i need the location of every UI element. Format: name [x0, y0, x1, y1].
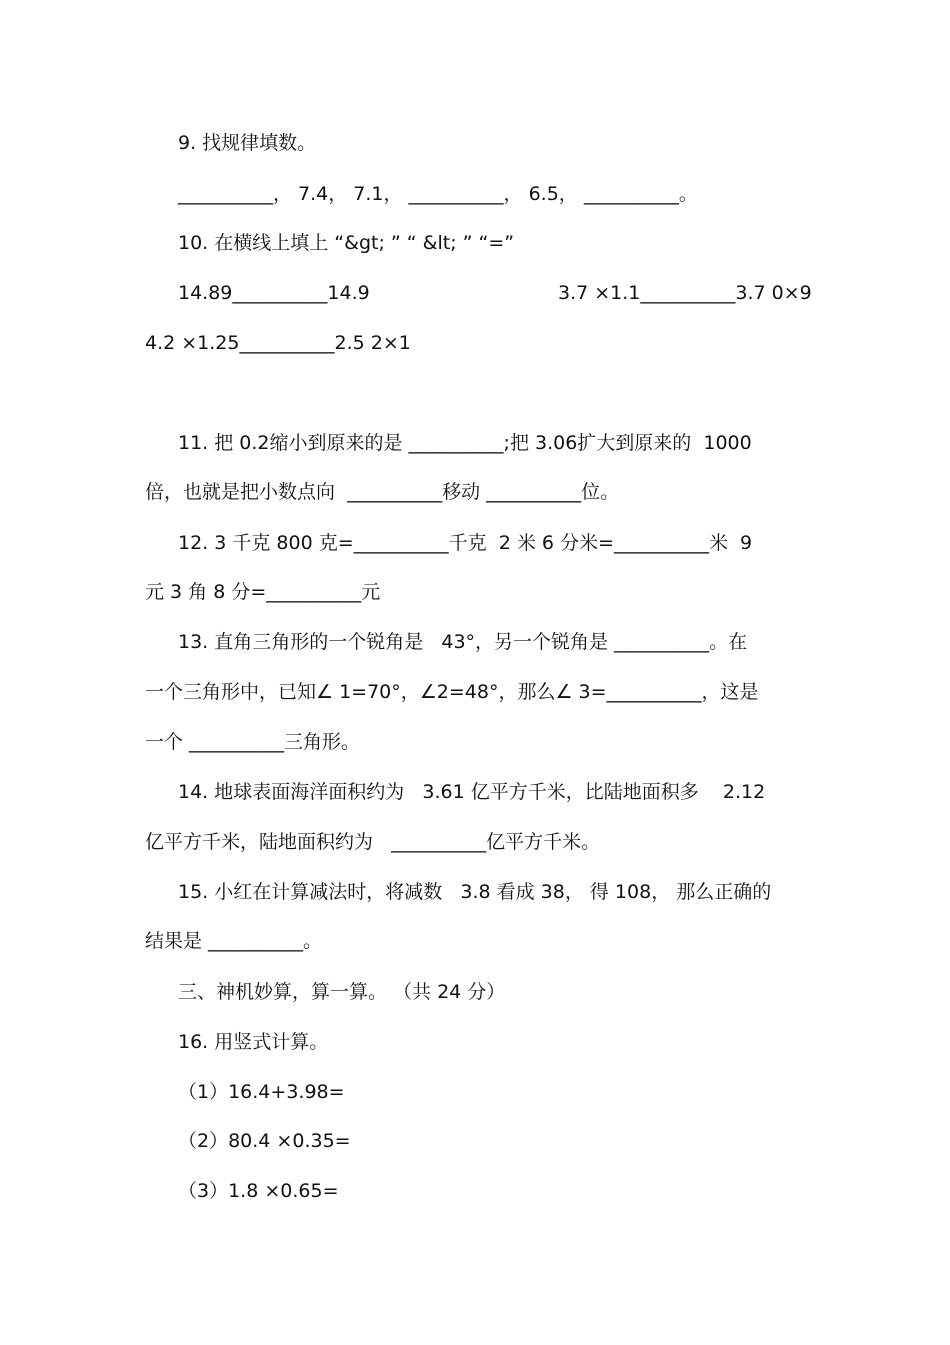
q16-item: （2）80.4 ×0.35= — [178, 1130, 351, 1152]
q10-comparison-a-left: 14.89__________14.9 — [178, 282, 370, 304]
q9-title: 9. 找规律填数。 — [178, 132, 317, 154]
q15-line2: 结果是 __________。 — [145, 930, 323, 952]
q10-comparison-a-right: 3.7 ×1.1__________3.7 0×9 — [558, 282, 812, 304]
q11-line2: 倍，也就是把小数点向 __________移动 __________位。 — [145, 481, 620, 503]
q10-title: 10. 在横线上填上 “&gt; ” “ &lt; ” “=” — [178, 232, 515, 254]
q16-title: 16. 用竖式计算。 — [178, 1031, 329, 1053]
q14-line1: 14. 地球表面海洋面积约为 3.61 亿平方千米，比陆地面积多 2.12 — [178, 781, 766, 803]
q13-line2: 一个三角形中，已知∠ 1=70°，∠2=48°，那么∠ 3=__________，这是 — [145, 681, 759, 703]
q12-line2: 元 3 角 8 分=__________元 — [145, 581, 381, 603]
q15-line1: 15. 小红在计算减法时，将减数 3.8 看成 38， 得 108， 那么正确的 — [178, 881, 772, 903]
q16-item: （3）1.8 ×0.65= — [178, 1180, 339, 1202]
q14-line2: 亿平方千米，陆地面积约为 __________亿平方千米。 — [145, 831, 601, 853]
q10-comparison-b: 4.2 ×1.25__________2.5 2×1 — [145, 332, 411, 354]
q12-line1: 12. 3 千克 800 克=__________千克 2 米 6 分米=__________米 9 — [178, 532, 753, 554]
q11-line1: 11. 把 0.2缩小到原来的是 __________;把 3.06扩大到原来的 1000 — [178, 432, 752, 454]
q13-line3: 一个 __________三角形。 — [145, 731, 361, 753]
q13-line1: 13. 直角三角形的一个锐角是 43°，另一个锐角是 __________。在 — [178, 631, 748, 653]
q16-item: （1）16.4+3.98= — [178, 1081, 345, 1103]
section-3-title: 三、神机妙算，算一算。 （共 24 分） — [178, 981, 506, 1003]
q9-sequence: __________， 7.4， 7.1， __________， 6.5， __________。 — [178, 183, 698, 205]
